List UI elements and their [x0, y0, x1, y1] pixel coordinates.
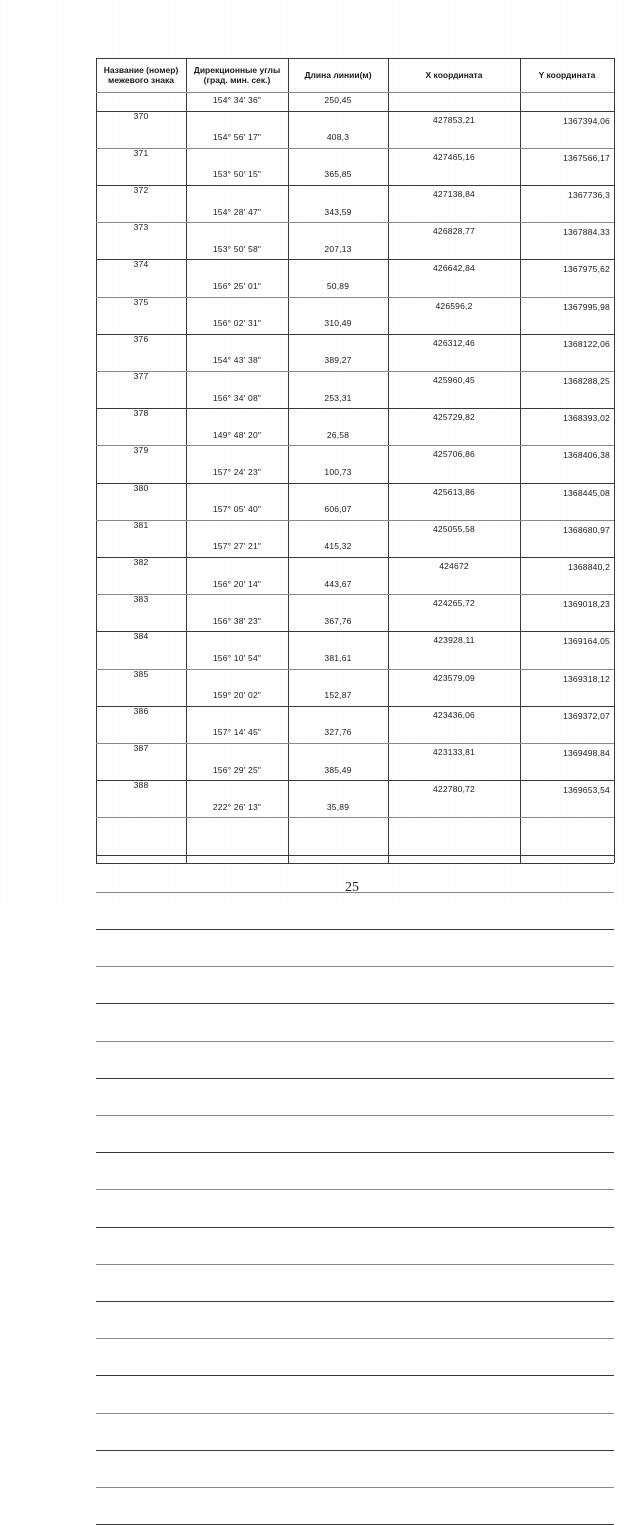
segment-length: 408,3: [326, 132, 350, 143]
point-y: 1367884,33: [563, 227, 610, 238]
row-border: [96, 1375, 614, 1376]
point-y: 1369498,84: [563, 748, 610, 758]
point-x: 422780,72: [433, 784, 475, 795]
segment-angle: 156° 02' 31": [212, 318, 262, 329]
point-x: 423436,06: [433, 709, 475, 720]
point-name: 381: [133, 519, 149, 530]
point-x: 424265,72: [433, 598, 475, 609]
column-border: [614, 58, 615, 863]
segment-angle: 154° 34' 36": [212, 95, 262, 105]
row-border: [96, 1152, 614, 1153]
row-border: [96, 1003, 614, 1004]
row-border: [96, 1041, 614, 1042]
point-name: 383: [133, 594, 149, 605]
row-border: [96, 929, 614, 930]
row-border: [96, 1264, 614, 1265]
segment-angle: 156° 38' 23": [212, 615, 262, 626]
point-y: 1367566,17: [563, 152, 610, 163]
point-name: 380: [133, 482, 149, 493]
row-border: [96, 1189, 614, 1190]
point-y: 1367995,98: [563, 301, 610, 312]
point-x: 427138,84: [433, 189, 475, 199]
point-x: 426828,77: [433, 226, 475, 237]
row-border: [96, 1450, 614, 1451]
segment-length: 343,59: [324, 206, 352, 217]
point-x: 423928,11: [433, 635, 475, 646]
segment-length: 26,58: [326, 429, 350, 440]
point-name: 370: [133, 110, 149, 121]
segment-length: 367,76: [324, 615, 352, 626]
point-x: 425960,45: [433, 375, 475, 385]
segment-angle: 157° 05' 40": [212, 504, 262, 515]
point-x: 427465,16: [433, 151, 475, 162]
row-border: [96, 1227, 614, 1228]
point-y: 1368393,02: [563, 413, 610, 424]
segment-angle: 159° 20' 02": [212, 690, 262, 701]
segment-angle: 154° 28' 47": [212, 206, 262, 217]
point-y: 1367394,06: [563, 115, 610, 126]
point-name: 374: [133, 259, 149, 270]
segment-angle: 222° 26' 13": [212, 801, 262, 812]
segment-angle: 149° 48' 20": [212, 429, 262, 440]
point-x: 425729,82: [433, 412, 475, 423]
point-name: 388: [133, 780, 149, 791]
point-name: 385: [133, 668, 149, 679]
point-y: 1368122,06: [563, 338, 610, 349]
row-border: [96, 1338, 614, 1339]
point-y: 1369318,12: [563, 673, 610, 684]
point-x: 427853,21: [433, 114, 475, 125]
segment-length: 250,45: [324, 95, 352, 105]
point-x: 423579,09: [433, 672, 475, 683]
point-y: 1367736,3: [568, 190, 610, 200]
header-x: X координата: [425, 70, 483, 80]
segment-length: 310,49: [324, 318, 352, 329]
segment-angle: 157° 27' 21": [212, 541, 262, 552]
point-y: 1368680,97: [563, 524, 610, 535]
page-number: 25: [345, 880, 359, 895]
point-name: 376: [133, 333, 149, 344]
row-border: [96, 863, 614, 864]
segment-length: 35,89: [326, 801, 350, 812]
point-name: 379: [133, 445, 149, 456]
point-name: 373: [133, 222, 149, 233]
row-border: [96, 1487, 614, 1488]
segment-angle: 156° 10' 54": [212, 653, 262, 663]
row-border: [96, 966, 614, 967]
segment-length: 365,85: [324, 169, 352, 180]
point-name: 384: [133, 631, 149, 642]
point-y: 1369018,23: [563, 599, 610, 610]
point-name: 377: [133, 371, 149, 381]
header-length: Длина линии(м): [304, 70, 372, 80]
point-name: 371: [133, 147, 149, 158]
segment-angle: 156° 34' 08": [212, 392, 262, 403]
header-angle: Дирекционные углы (град. мин. сек.): [193, 65, 281, 85]
point-x: 425055,58: [433, 523, 475, 534]
point-x: 424672: [439, 561, 469, 571]
segment-angle: 156° 25' 01": [212, 281, 262, 291]
point-y: 1369164,05: [563, 636, 610, 647]
point-y: 1369372,07: [563, 710, 610, 721]
point-y: 1368406,38: [563, 450, 610, 461]
segment-angle: 154° 43' 38": [212, 355, 262, 366]
segment-angle: 157° 14' 45": [212, 727, 262, 738]
row-border: [96, 1301, 614, 1302]
point-x: 423133,81: [433, 747, 475, 757]
row-border: [96, 855, 614, 856]
point-name: 375: [133, 296, 149, 307]
segment-length: 385,49: [324, 764, 352, 775]
point-name: 378: [133, 408, 149, 419]
segment-length: 415,32: [324, 541, 352, 552]
header-name: Название (номер) межевого знака: [103, 65, 179, 85]
segment-length: 389,27: [324, 355, 352, 366]
segment-length: 253,31: [324, 392, 352, 403]
coordinates-table: [96, 58, 614, 863]
point-y: 1368288,25: [563, 376, 610, 386]
segment-angle: 156° 20' 14": [212, 578, 262, 589]
point-x: 426642,84: [433, 263, 475, 274]
row-border: [96, 817, 614, 818]
segment-length: 443,67: [324, 578, 352, 589]
header-y: Y координата: [538, 70, 596, 80]
row-border: [96, 92, 614, 93]
segment-angle: 153° 50' 58": [212, 243, 262, 254]
segment-length: 606,07: [324, 504, 352, 515]
row-border: [96, 1078, 614, 1079]
segment-length: 152,87: [324, 690, 352, 701]
segment-angle: 157° 24' 23": [212, 467, 262, 477]
point-x: 425706,86: [433, 449, 475, 460]
segment-length: 100,73: [324, 467, 352, 477]
point-x: 426312,46: [433, 337, 475, 348]
point-y: 1367975,62: [563, 264, 610, 275]
segment-angle: 154° 56' 17": [212, 132, 262, 143]
row-border: [96, 1115, 614, 1116]
point-y: 1368445,08: [563, 487, 610, 498]
row-border: [96, 1413, 614, 1414]
segment-length: 381,61: [324, 653, 352, 663]
point-name: 372: [133, 185, 149, 195]
segment-angle: 153° 50' 15": [212, 169, 262, 180]
row-border: [96, 58, 614, 59]
point-x: 425613,86: [433, 486, 475, 497]
point-x: 426596,2: [435, 300, 473, 311]
segment-angle: 156° 29' 25": [212, 764, 262, 775]
segment-length: 50,89: [326, 281, 350, 291]
segment-length: 327,76: [324, 727, 352, 738]
point-name: 382: [133, 557, 149, 567]
point-name: 386: [133, 705, 149, 716]
segment-length: 207,13: [324, 243, 352, 254]
point-y: 1368840,2: [568, 562, 610, 572]
point-name: 387: [133, 743, 149, 753]
point-y: 1369653,54: [563, 785, 610, 796]
